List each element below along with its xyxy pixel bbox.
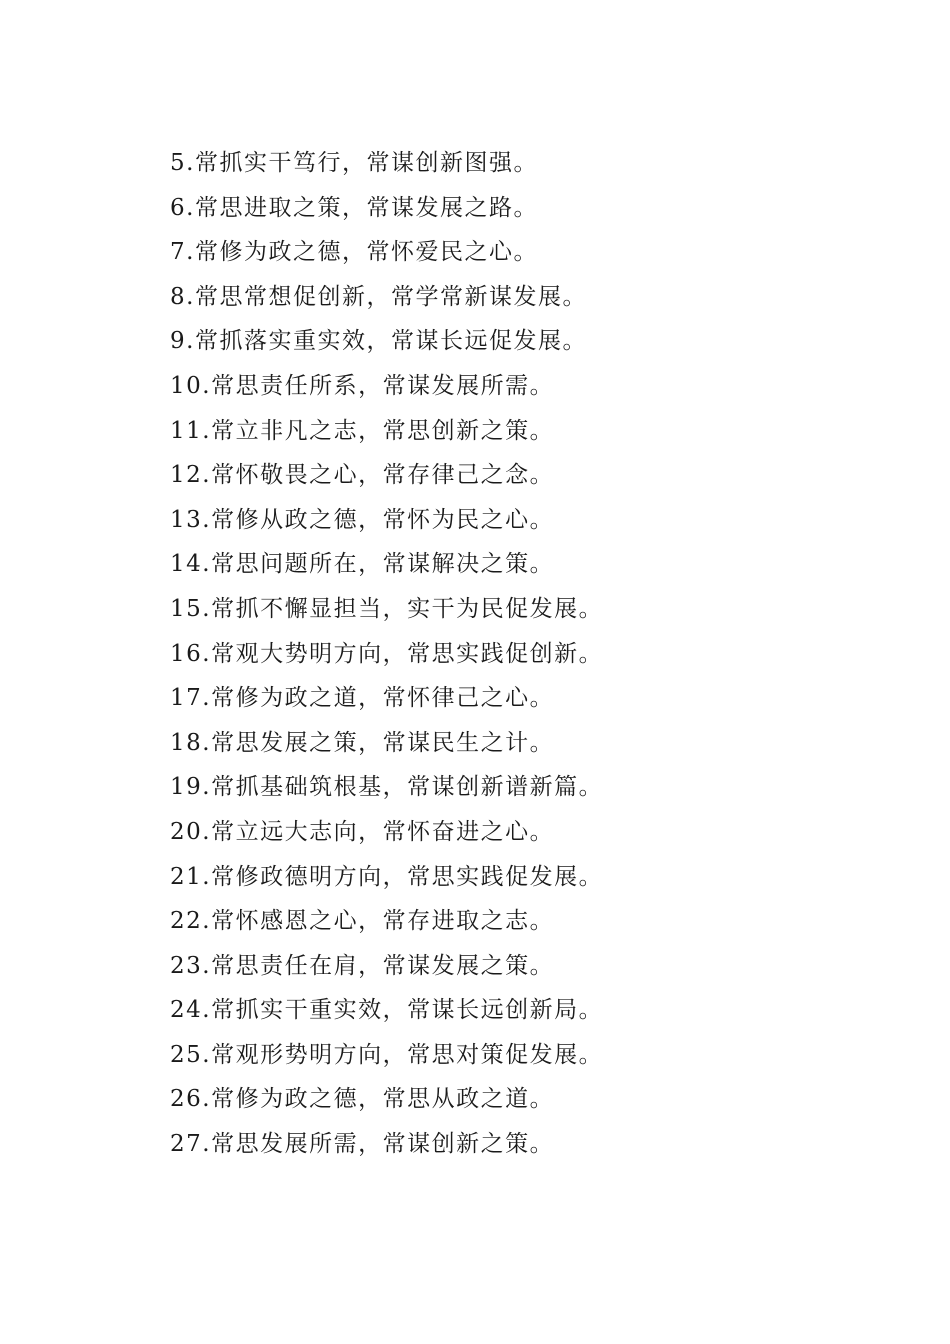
list-item: 27.常思发展所需，常谋创新之策。 xyxy=(170,1131,555,1158)
list-item: 10.常思责任所系，常谋发展所需。 xyxy=(170,372,555,399)
list-item: 19.常抓基础筑根基，常谋创新谱新篇。 xyxy=(170,774,604,801)
list-item: 13.常修从政之德，常怀为民之心。 xyxy=(170,506,555,533)
list-item: 6.常思进取之策，常谋发展之路。 xyxy=(170,194,538,221)
list-item: 26.常修为政之德，常思从政之道。 xyxy=(170,1086,555,1113)
list-item: 14.常思问题所在，常谋解决之策。 xyxy=(170,551,555,578)
list-item: 21.常修政德明方向，常思实践促发展。 xyxy=(170,863,604,890)
list-item: 12.常怀敬畏之心，常存律己之念。 xyxy=(170,462,555,489)
list-item: 5.常抓实干笃行，常谋创新图强。 xyxy=(170,150,538,176)
list-item: 24.常抓实干重实效，常谋长远创新局。 xyxy=(170,997,604,1024)
list-item: 25.常观形势明方向，常思对策促发展。 xyxy=(170,1041,604,1068)
list-item: 8.常思常想促创新，常学常新谋发展。 xyxy=(170,283,587,310)
list-item: 22.常怀感恩之心，常存进取之志。 xyxy=(170,908,555,935)
list-item: 23.常思责任在肩，常谋发展之策。 xyxy=(170,952,555,979)
list-item: 7.常修为政之德，常怀爱民之心。 xyxy=(170,239,538,266)
list-item: 18.常思发展之策，常谋民生之计。 xyxy=(170,729,555,756)
list-item: 11.常立非凡之志，常思创新之策。 xyxy=(170,417,555,444)
list-item: 20.常立远大志向，常怀奋进之心。 xyxy=(170,818,555,845)
list-item: 9.常抓落实重实效，常谋长远促发展。 xyxy=(170,328,587,355)
numbered-list xyxy=(170,141,603,1167)
list-item: 16.常观大势明方向，常思实践促创新。 xyxy=(170,640,604,667)
list-item: 17.常修为政之道，常怀律己之心。 xyxy=(170,685,555,712)
list-item: 15.常抓不懈显担当，实干为民促发展。 xyxy=(170,595,604,622)
